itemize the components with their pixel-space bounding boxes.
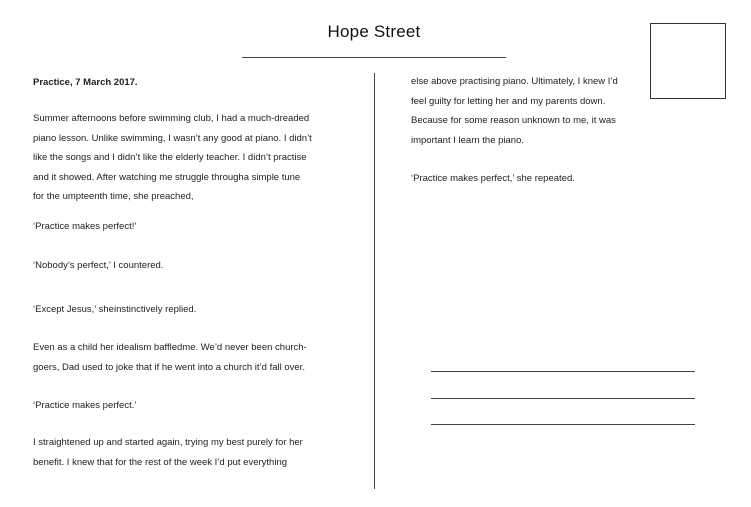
center-divider [374, 73, 375, 489]
address-line [431, 424, 695, 425]
message-paragraph: Summer afternoons before swimming club, I had a much-dreaded piano lesson. Unlike swimming, I wasn’t any good at piano. I didn’t like the songs and I didn’t like the elderly teacher. I didn’t practise and it showed. After watching me struggle througha simple tune for the umpteenth time, she preached, [33, 113, 312, 202]
address-line [431, 371, 695, 372]
message-heading: Practice, 7 March 2017. [33, 77, 138, 88]
stamp-box [650, 23, 726, 99]
message-paragraph: Even as a child her idealism baffledme. We’d never been church- goers, Dad used to joke that if he went into a church it’d fall over. [33, 342, 307, 373]
postcard-title: Hope Street [327, 22, 421, 41]
message-paragraph: ‘Except Jesus,’ sheinstinctively replied. [33, 304, 197, 315]
message-paragraph: else above practising piano. Ultimately, I knew I’d feel guilty for letting her and my parents down. Because for some reason unknown to me, it was important I learn the piano. [411, 76, 618, 146]
message-paragraph: I straightened up and started again, trying my best purely for her benefit. I knew that for the rest of the week I’d put everything [33, 437, 303, 468]
message-paragraph: ‘Practice makes perfect,’ she repeated. [411, 173, 575, 184]
title-underline [242, 57, 506, 58]
message-paragraph: ‘Nobody’s perfect,’ I countered. [33, 260, 164, 271]
address-line [431, 398, 695, 399]
message-paragraph: ‘Practice makes perfect.’ [33, 400, 137, 411]
message-paragraph: ‘Practice makes perfect!’ [33, 221, 137, 232]
